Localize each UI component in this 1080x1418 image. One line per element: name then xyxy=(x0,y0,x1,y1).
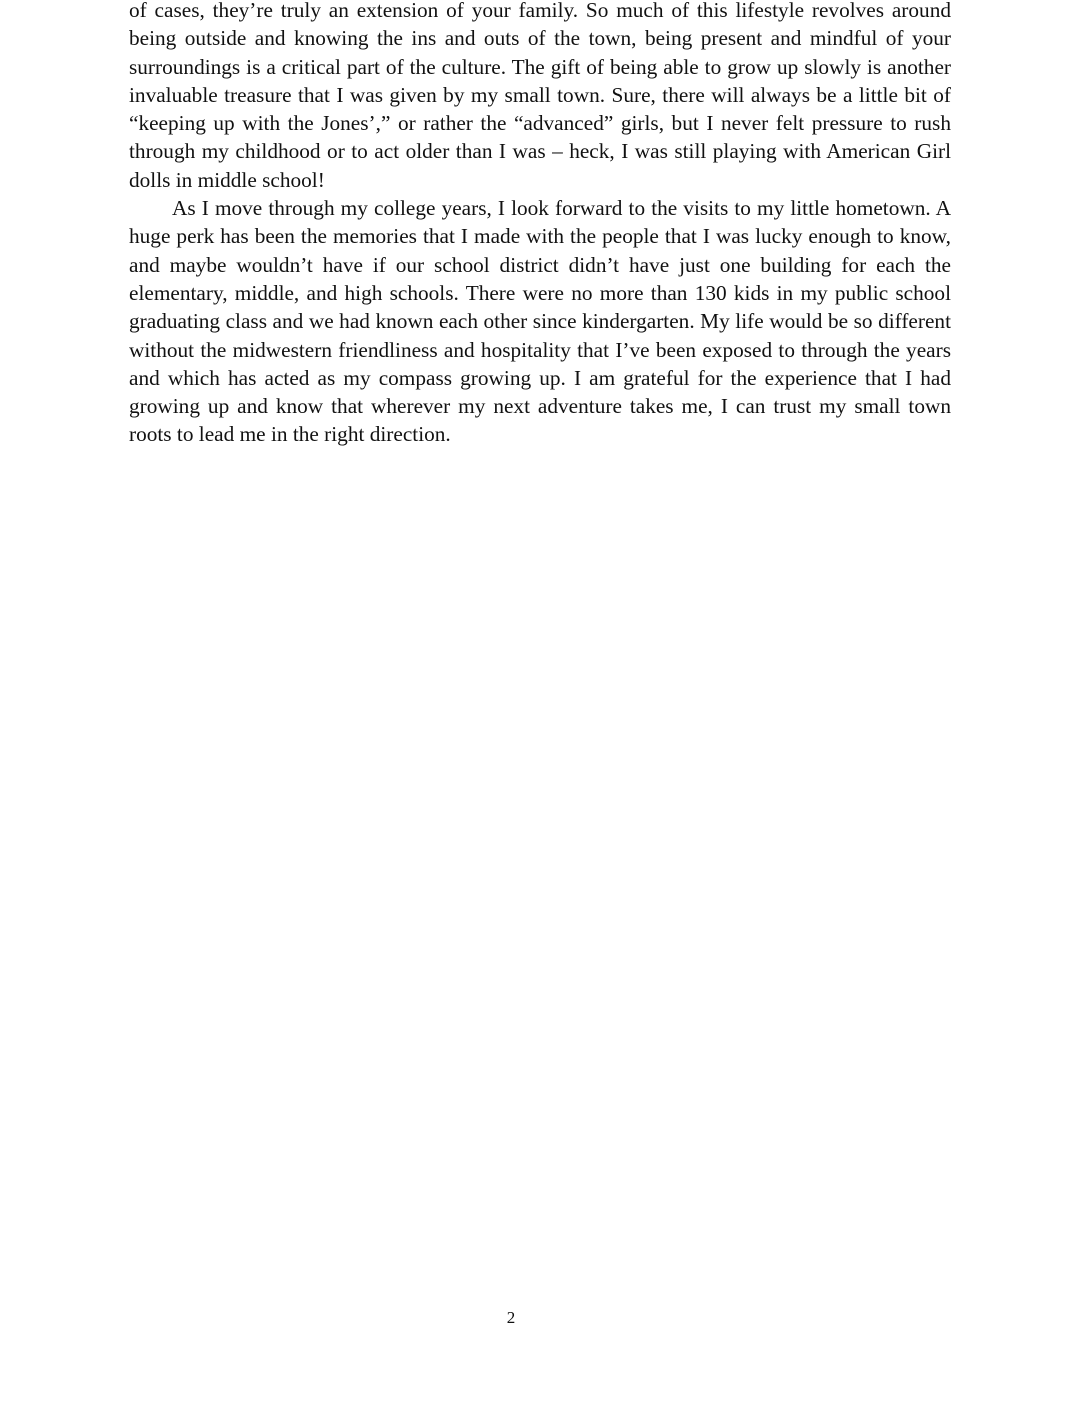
paragraph-continued: of cases, they’re truly an extension of your family. So much of this lifestyle revolves around being outside and knowing the ins and outs of the town, being present and mindful of your surroundings is a critical part of the culture. The gift of being able to grow up slowly is another invaluable treasure that I was given by my small town. Sure, there will always be a little bit of “keeping up with the Jones’,” or rather the “advanced” girls, but I never felt pressure to rush through my childhood or to act older than I was – heck, I was still playing with American Girl dolls in middle school! xyxy=(129,0,951,192)
paragraph-college-years: As I move through my college years, I look forward to the visits to my little hometown. A huge perk has been the memories that I made with the people that I was lucky enough to know, and maybe wouldn’t have if our school district didn’t have just one building for each the elementary, middle, and high schools. There were no more than 130 kids in my public school graduating class and we had known each other since kindergarten. My life would be so different without the midwestern friendliness and hospitality that I’ve been exposed to through the years and which has acted as my compass growing up. I am grateful for the experience that I had growing up and know that wherever my next adventure takes me, I can trust my small town roots to lead me in the right direction. xyxy=(129,196,951,447)
page-number: 2 xyxy=(506,1308,516,1327)
page-body xyxy=(129,0,951,449)
